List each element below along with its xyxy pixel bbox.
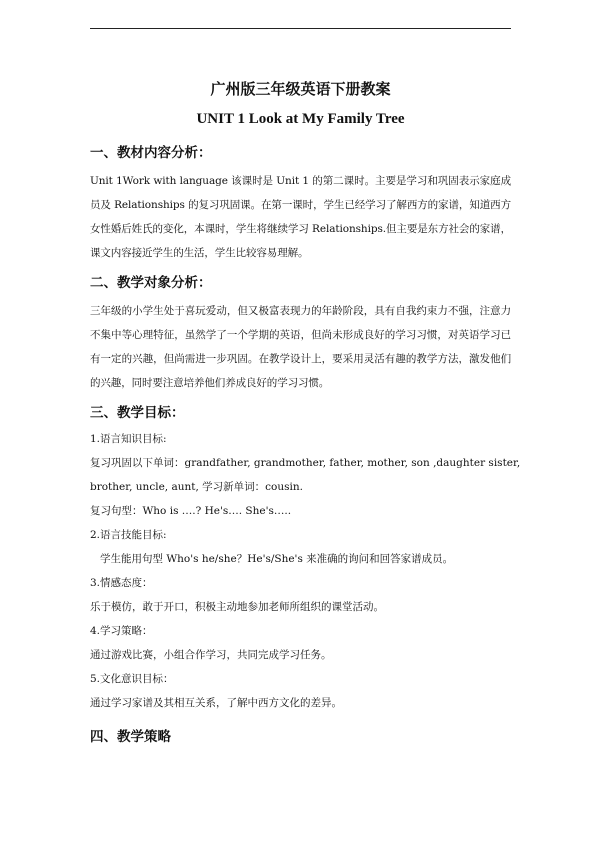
teaching-goals-list [90,427,521,715]
goal-line: 复习巩固以下单词：grandfather, grandmother, father, mother, son ,daughter sister, [90,457,521,469]
document-title: 广州版三年级英语下册教案 [210,80,391,98]
goal-line: 通过游戏比赛，小组合作学习，共同完成学习任务。 [90,649,332,661]
goal-line: 复习句型：Who is ….? He's…. She's….. [90,505,292,517]
section-heading-teaching-goals: 三、教学目标： [90,405,185,421]
section-heading-teaching-strategy: 四、教学策略 [90,729,171,745]
goal-line: 学生能用句型 Who's he/she？He's/She's 来准确的询问和回答家谱成员。 [100,553,454,565]
goal-line: 5.文化意识目标： [90,673,174,685]
section-heading-student-analysis: 二、教学对象分析： [90,275,212,291]
goal-line: 1.语言知识目标: [90,433,167,445]
document-page [90,78,521,747]
section-paragraph-content-analysis: Unit 1Work with language 该课时是 Unit 1 的第二课时。主要是学习和巩固表示家庭成员及 Relationships 的复习巩固课。在第一课时，学生已经学习了解西方的家谱，知道西方女性婚后姓氏的变化，本课时，学生将继续学习 Relationships.但主要是东方社会的家谱，课文内容接近学生的生活，学生比较容易理解。 [90,175,511,259]
header-rule [90,28,511,29]
goal-line: 3.情感态度： [90,577,153,589]
document-subtitle: UNIT 1 Look at My Family Tree [196,111,405,127]
goal-line: brother, uncle, aunt, 学习新单词：cousin. [90,481,303,493]
section-paragraph-student-analysis: 三年级的小学生处于喜玩爱动，但又极富表现力的年龄阶段，具有自我约束力不强，注意力不集中等心理特征，虽然学了一个学期的英语，但尚未形成良好的学习习惯，对英语学习已有一定的兴趣，但尚需进一步巩固。在教学设计上，要采用灵活有趣的教学方法，激发他们的兴趣，同时要注意培养他们养成良好的学习习惯。 [90,305,511,389]
goal-line: 4.学习策略： [90,625,153,637]
goal-line: 通过学习家谱及其相互关系，了解中西方文化的差异。 [90,697,342,709]
section-heading-content-analysis: 一、教材内容分析： [90,145,212,161]
goal-line: 2.语言技能目标: [90,529,167,541]
goal-line: 乐于模仿，敢于开口，积极主动地参加老师所组织的课堂活动。 [90,601,384,613]
